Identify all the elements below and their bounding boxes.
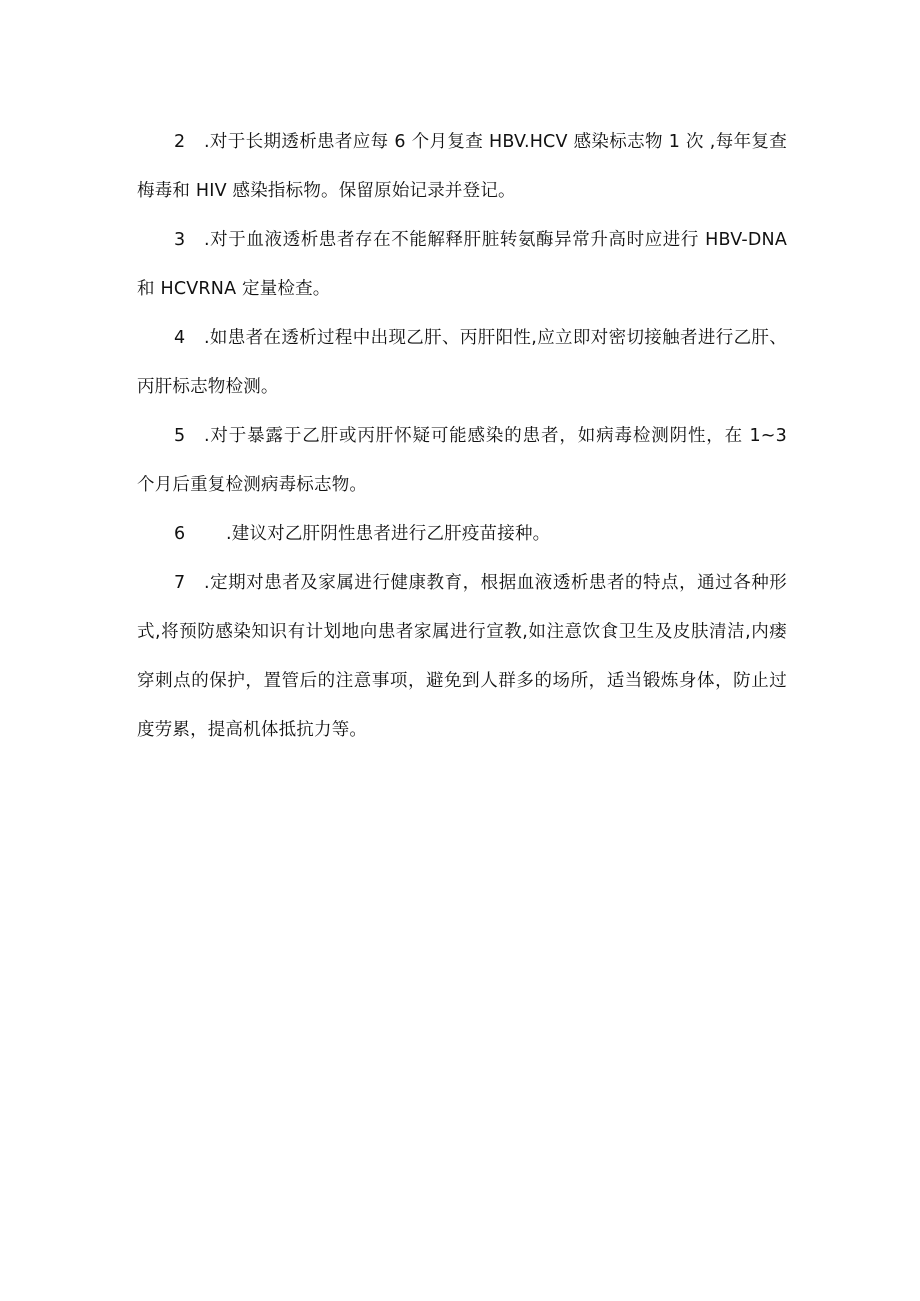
document-body bbox=[137, 118, 787, 755]
item-text: .定期对患者及家属进行健康教育，根据血液透析患者的特点，通过各种形式,将预防感染知识有计划地向患者家属进行宣教,如注意饮食卫生及皮肤清洁,内瘘穿刺点的保护，置管后的注意事项，避免到人群多的场所，适当锻炼身体，防止过度劳累，提高机体抵抗力等。 bbox=[137, 573, 787, 740]
list-item bbox=[137, 559, 787, 755]
item-text: .建议对乙肝阴性患者进行乙肝疫苗接种。 bbox=[226, 524, 551, 544]
item-number: 2 bbox=[174, 132, 186, 152]
list-item bbox=[137, 314, 787, 412]
list-item bbox=[137, 510, 787, 559]
item-number: 5 bbox=[174, 426, 186, 446]
item-text: .对于血液透析患者存在不能解释肝脏转氨酶异常升高时应进行 HBV-DNA 和 HCVRNA 定量检查。 bbox=[137, 230, 787, 299]
item-number: 6 bbox=[174, 524, 186, 544]
list-item bbox=[137, 118, 787, 216]
item-number: 7 bbox=[174, 573, 186, 593]
item-text: .对于暴露于乙肝或丙肝怀疑可能感染的患者，如病毒检测阴性，在 1~3 个月后重复检测病毒标志物。 bbox=[137, 426, 787, 495]
item-number: 4 bbox=[174, 328, 186, 348]
item-text: .如患者在透析过程中出现乙肝、丙肝阳性,应立即对密切接触者进行乙肝、丙肝标志物检测。 bbox=[137, 328, 787, 397]
item-number: 3 bbox=[174, 230, 186, 250]
item-text: .对于长期透析患者应每 6 个月复查 HBV.HCV 感染标志物 1 次 ,每年复查梅毒和 HIV 感染指标物。保留原始记录并登记。 bbox=[137, 132, 787, 201]
list-item bbox=[137, 412, 787, 510]
list-item bbox=[137, 216, 787, 314]
